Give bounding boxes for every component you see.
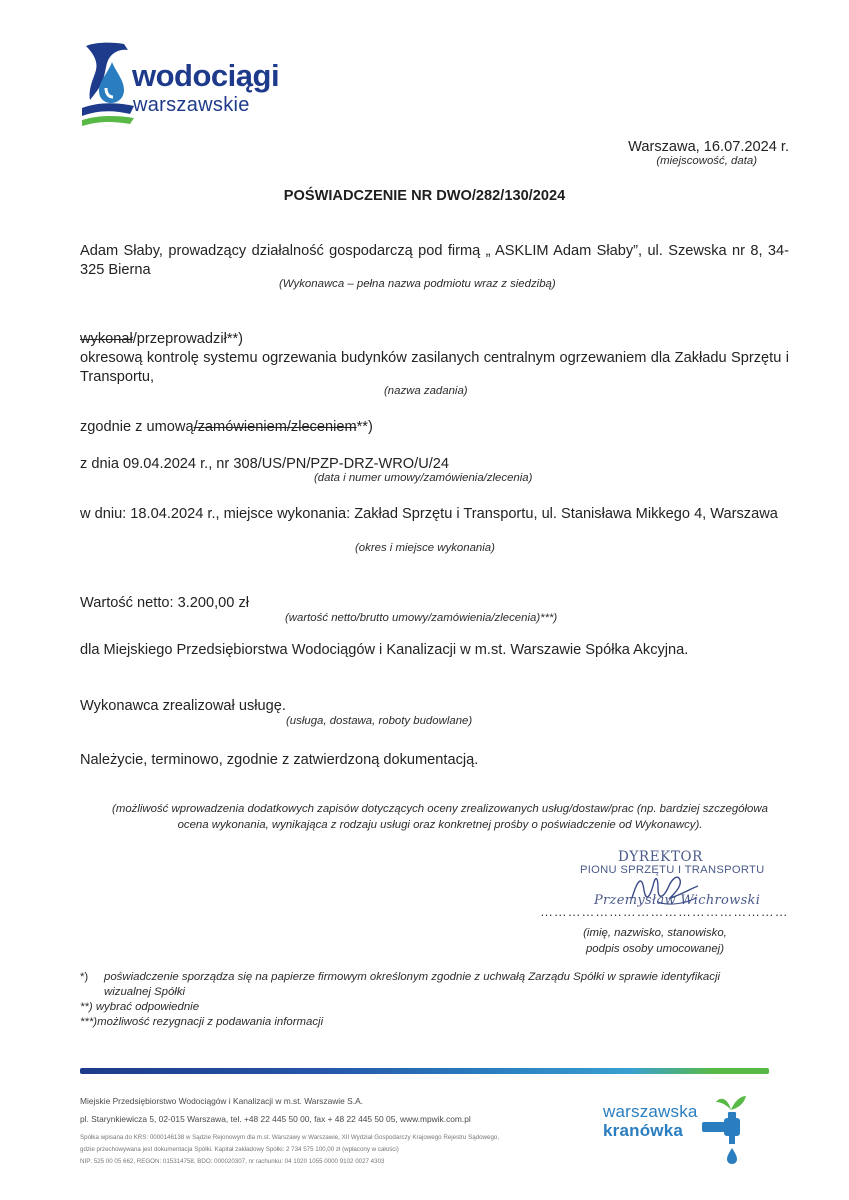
agreement-prefix: zgodnie z umową bbox=[80, 419, 194, 435]
task-caption: (nazwa zadania) bbox=[384, 385, 468, 397]
footnote-1-text: poświadczenie sporządza się na papierze firmowym określonym zgodnie z uchwałą Zarządu Spółki w sprawie identyfikacji wizualnej Spółki bbox=[104, 971, 721, 998]
kranowka-tap-icon bbox=[700, 1110, 750, 1166]
kranowka-wordmark-line2: kranówka bbox=[603, 1121, 684, 1140]
signature-caption-line1: (imię, nazwisko, stanowisko, bbox=[583, 927, 727, 939]
footer-divider bbox=[80, 1068, 769, 1074]
footnote-2: **) wybrać odpowiednie bbox=[80, 1001, 200, 1013]
agreement-line bbox=[80, 418, 373, 437]
logo-wordmark-line2: warszawskie bbox=[133, 94, 250, 116]
place-date: Warszawa, 16.07.2024 r. bbox=[628, 139, 789, 155]
service-line: Wykonawca zrealizował usługę. bbox=[80, 698, 286, 714]
contractor-caption: (Wykonawca – pełna nazwa podmiotu wraz z siedzibą) bbox=[279, 278, 556, 290]
date-number-caption: (data i numer umowy/zamówienia/zlecenia) bbox=[314, 472, 533, 484]
footer-address: pl. Starynkiewicza 5, 02-015 Warszawa, tel. +48 22 445 50 00, fax + 48 22 445 50 05, www.mpwik.com.pl bbox=[80, 1114, 471, 1124]
signature-caption-line2: podpis osoby umocowanej) bbox=[585, 943, 725, 955]
net-value-caption: (wartość netto/brutto umowy/zamówienia/zlecenia)***) bbox=[285, 612, 558, 624]
execution-caption: (okres i miejsce wykonania) bbox=[355, 542, 495, 554]
kranowka-wordmark-line1: warszawska bbox=[603, 1102, 698, 1121]
kranowka-leaf-icon bbox=[714, 1092, 748, 1112]
footer-identifiers: NIP: 525 00 05 662, REGON: 015314758, BDO: 000020307, nr rachunku: 04 1020 1055 0000 9102 0027 4303 bbox=[80, 1158, 385, 1165]
document-title: POŚWIADCZENIE NR DWO/282/130/2024 bbox=[283, 188, 566, 204]
date-number-line: z dnia 09.04.2024 r., nr 308/US/PN/PZP-DRZ-WRO/U/24 bbox=[80, 456, 450, 472]
stamp-title: DYREKTOR bbox=[618, 849, 703, 865]
status-struck-word: wykonał bbox=[80, 331, 133, 347]
stamp-department: PIONU SPRZĘTU I TRANSPORTU bbox=[580, 864, 765, 876]
task-text: okresową kontrolę systemu ogrzewania budynków zasilanych centralnym ogrzewaniem dla Zakładu Sprzętu i Transportu, bbox=[80, 350, 789, 385]
stamp-name: Przemysław Wichrowski bbox=[594, 893, 761, 908]
service-caption: (usługa, dostawa, roboty budowlane) bbox=[286, 715, 473, 727]
net-value: Wartość netto: 3.200,00 zł bbox=[80, 595, 249, 611]
footer-company-name: Miejskie Przedsiębiorstwo Wodociągów i Kanalizacji w m.st. Warszawie S.A. bbox=[80, 1096, 363, 1106]
beneficiary-line: dla Miejskiego Przedsiębiorstwa Wodociągów i Kanalizacji w m.st. Warszawie Spółka Akcyjna. bbox=[80, 642, 689, 658]
execution-text: w dniu: 18.04.2024 r., miejsce wykonania: Zakład Sprzętu i Transportu, ul. Stanisława Mikkego 4, Warszawa bbox=[80, 506, 778, 522]
signature-dotted-line: ……………………………………………… bbox=[540, 904, 789, 919]
footer-register-line2: gdzie przechowywana jest dokumentacja Spółki. Kapitał zakładowy Spółki: 2 734 575 100,00 zł (wpłacony w całości) bbox=[80, 1146, 399, 1153]
additional-notes-caption: (możliwość wprowadzenia dodatkowych zapisów dotyczących oceny zrealizowanych usług/dostaw/prac (np. bardziej szczegółowa ocena wykonania, wynikająca z rodzaju usługi oraz konkretnej prośby o poświadczenie od Wykonawcy). bbox=[112, 803, 768, 831]
agreement-struck: /zamówieniem/zleceniem bbox=[193, 419, 357, 435]
signature-caption bbox=[540, 925, 770, 957]
footnote-1-mark: *) bbox=[80, 971, 89, 983]
logo-wordmark-line1: wodociągi bbox=[132, 58, 280, 93]
agreement-suffix: **) bbox=[356, 419, 373, 435]
status-line bbox=[80, 330, 243, 349]
contractor-text: Adam Słaby, prowadzący działalność gospodarczą pod firmą „ ASKLIM Adam Słaby”, ul. Szewska nr 8, 34-325 Bierna bbox=[80, 243, 789, 278]
assessment-line: Należycie, terminowo, zgodnie z zatwierdzoną dokumentacją. bbox=[80, 752, 479, 768]
place-date-caption: (miejscowość, data) bbox=[656, 155, 757, 167]
footnote-3: ***)możliwość rezygnacji z podawania informacji bbox=[80, 1016, 324, 1028]
footer-register-line1: Spółka wpisana do KRS: 0000146138 w Sądzie Rejonowym dla m.st. Warszawy w Warszawie, XII Wydział Gospodarczy Krajowego Rejestru Sądowego, bbox=[80, 1134, 500, 1141]
status-remaining: /przeprowadził**) bbox=[132, 331, 244, 347]
